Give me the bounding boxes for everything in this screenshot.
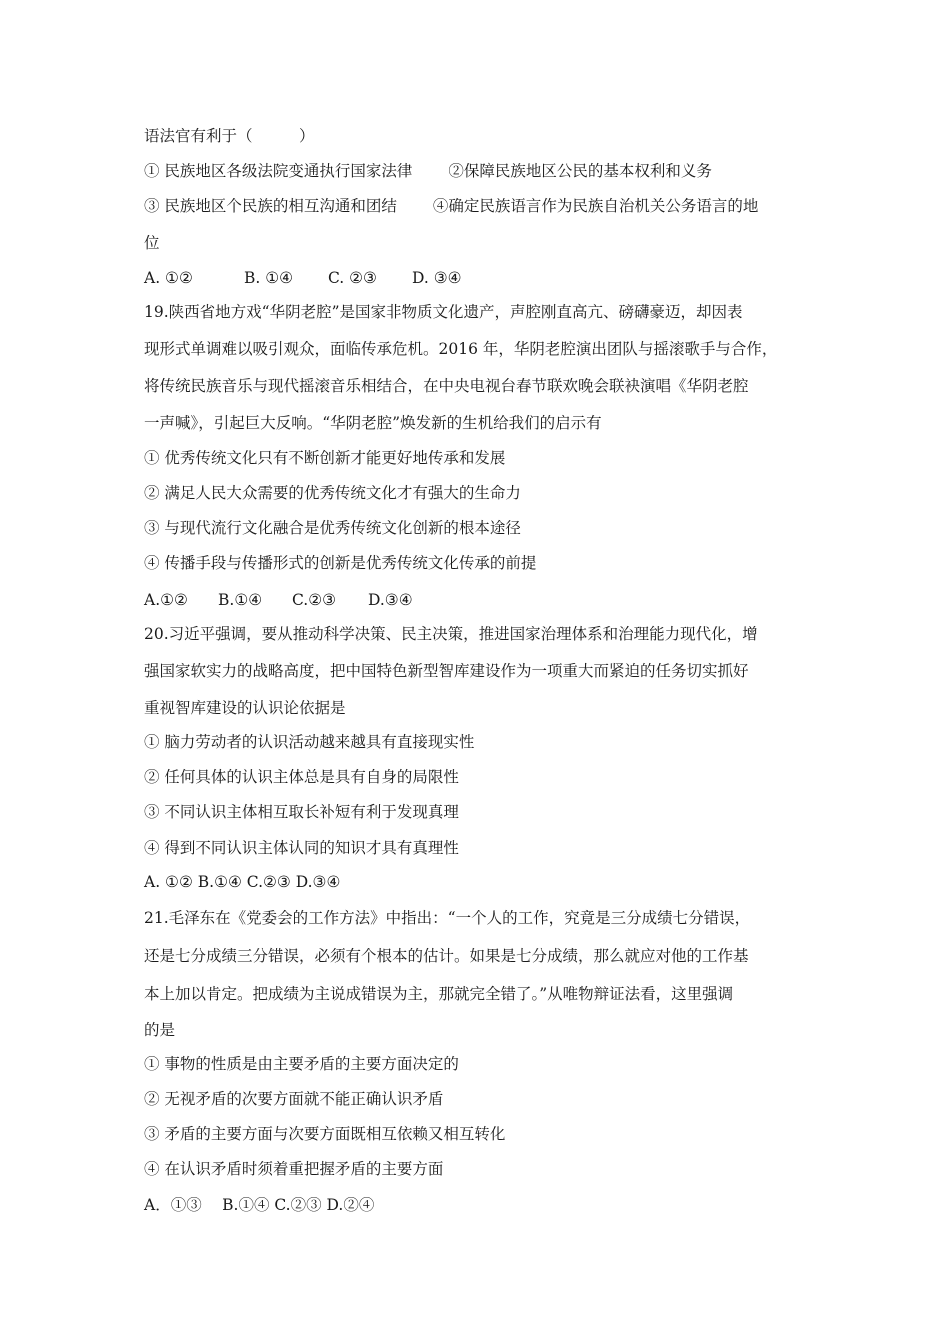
q21-option-4: ④ 在认识矛盾时须着重把握矛盾的主要方面: [144, 1160, 444, 1178]
q20-option-3: ③ 不同认识主体相互取长补短有利于发现真理: [144, 803, 459, 821]
q19-answer-c: C.②③: [292, 591, 337, 609]
q18-answer-d: D. ③④: [412, 269, 462, 287]
q18-options-3-4: ③ 民族地区个民族的相互沟通和团结 ④确定民族语言作为民族自治机关公务语言的地: [144, 197, 759, 215]
q21-option-3: ③ 矛盾的主要方面与次要方面既相互依赖又相互转化: [144, 1125, 506, 1143]
q19-answer-b: B.①④: [218, 591, 263, 609]
q18-stem-tail: 语法官有利于（ ）: [144, 127, 315, 145]
q18-answer-a: A. ①②: [144, 269, 193, 287]
q21-option-2: ② 无视矛盾的次要方面就不能正确认识矛盾: [144, 1090, 444, 1108]
q21-stem-line: 21.毛泽东在《党委会的工作方法》中指出：“一个人的工作，究竟是三分成绩七分错误，: [144, 909, 751, 927]
q21-stem-line: 的是: [144, 1021, 176, 1039]
q19-option-1: ① 优秀传统文化只有不断创新才能更好地传承和发展: [144, 449, 506, 467]
q19-answer-a: A.①②: [144, 591, 188, 609]
q18-option-4-tail: 位: [144, 234, 160, 252]
q20-option-4: ④ 得到不同认识主体认同的知识才具有真理性: [144, 839, 459, 857]
q19-stem-line: 将传统民族音乐与现代摇滚音乐相结合，在中央电视台春节联欢晚会联袂演唱《华阴老腔: [144, 377, 749, 395]
q21-answers: A．①③ B.①④ C.②③ D.②④: [144, 1196, 375, 1214]
q19-option-2: ② 满足人民大众需要的优秀传统文化才有强大的生命力: [144, 484, 521, 502]
q19-stem-line: 现形式单调难以吸引观众，面临传承危机。2016 年，华阴老腔演出团队与摇滚歌手与合作，: [144, 340, 778, 358]
q21-stem-line: 还是七分成绩三分错误，必须有个根本的估计。如果是七分成绩，那么就应对他的工作基: [144, 947, 749, 965]
q19-stem-line: 19.陕西省地方戏“华阴老腔”是国家非物质文化遗产，声腔刚直高亢、磅礴豪迈，却因表: [144, 303, 743, 321]
q19-stem-line: 一声喊》，引起巨大反响。“华阴老腔”焕发新的生机给我们的启示有: [144, 414, 602, 432]
q18-answers: [144, 268, 462, 288]
q20-stem-line: 重视智库建设的认识论依据是: [144, 699, 346, 717]
q19-answer-d: D.③④: [368, 591, 413, 609]
q21-stem-line: 本上加以肯定。把成绩为主说成错误为主，那就完全错了。”从唯物辩证法看，这里强调: [144, 985, 734, 1003]
q19-option-3: ③ 与现代流行文化融合是优秀传统文化创新的根本途径: [144, 519, 521, 537]
q19-answers: [144, 590, 413, 610]
q20-stem-line: 强国家软实力的战略高度，把中国特色新型智库建设作为一项重大而紧迫的任务切实抓好: [144, 662, 749, 680]
q20-option-2: ② 任何具体的认识主体总是具有自身的局限性: [144, 768, 459, 786]
q21-option-1: ① 事物的性质是由主要矛盾的主要方面决定的: [144, 1055, 459, 1073]
q20-option-1: ① 脑力劳动者的认识活动越来越具有直接现实性: [144, 733, 475, 751]
q20-stem-line: 20.习近平强调，要从推动科学决策、民主决策，推进国家治理体系和治理能力现代化，增: [144, 625, 758, 643]
q20-answers: A. ①② B.①④ C.②③ D.③④: [144, 873, 341, 891]
q19-option-4: ④ 传播手段与传播形式的创新是优秀传统文化传承的前提: [144, 554, 537, 572]
q18-options-1-2: ① 民族地区各级法院变通执行国家法律 ②保障民族地区公民的基本权利和义务: [144, 162, 712, 180]
q18-answer-b: B. ①④: [244, 269, 294, 287]
q18-answer-c: C. ②③: [328, 269, 377, 287]
